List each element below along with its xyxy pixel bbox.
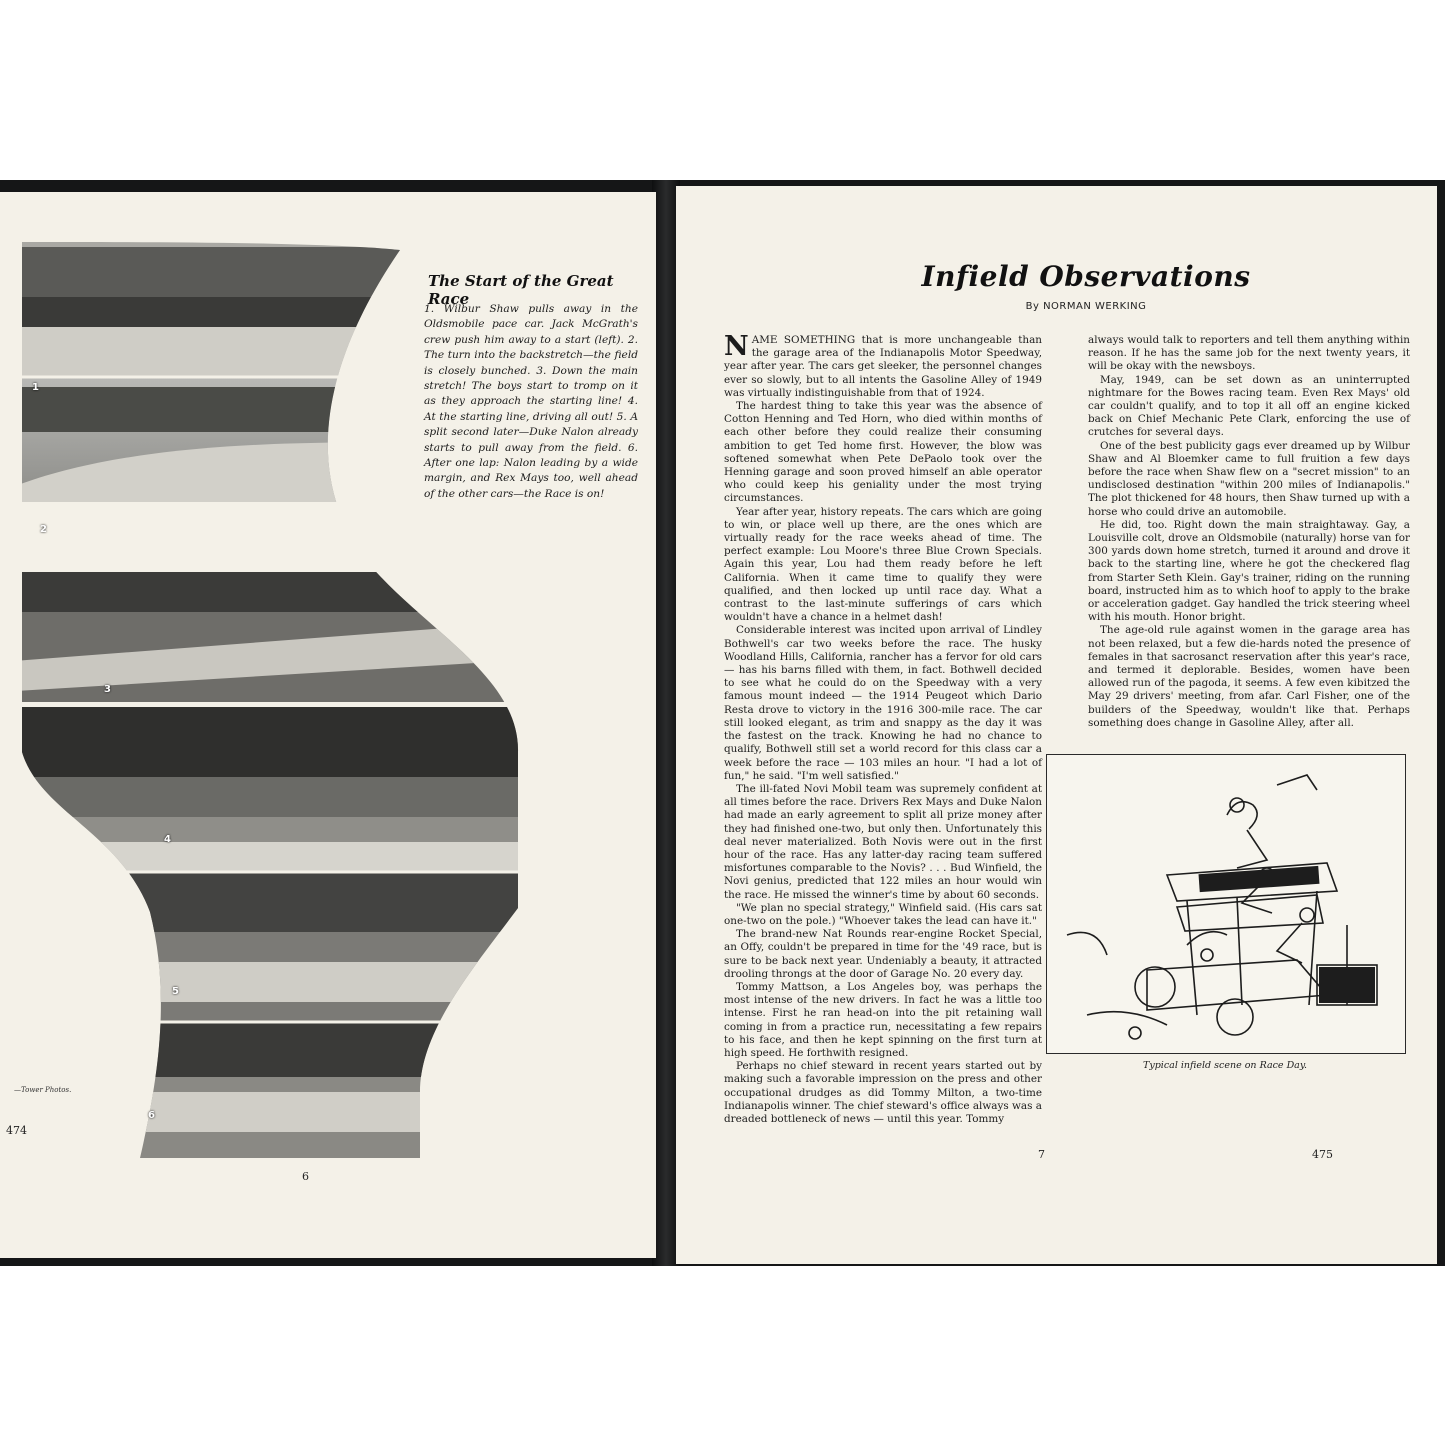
photo-number: 5	[172, 986, 179, 997]
paragraph: The hardest thing to take this year was the absence of Cotton Henning and Ted Horn, who died within months of each other before they could realize their consuming ambition to get Ted home first. However, the blow was softened somewhat when Pete DePaolo took over the Henning garage and soon proved himself an able operator who could keep his geniality under the most trying circumstances.	[724, 400, 1042, 505]
cartoon-caption: Typical infield scene on Race Day.	[1143, 1060, 1307, 1071]
first-paragraph-text: AME SOMETHING that is more unchangeable than the garage area of the Indianapolis Motor Speedway, year after year. The cars get sleeker, the personnel changes ever so slowly, but to all intents the Gasoline Alley of 1949 was virtually indistinguishable from that of 1924.	[724, 334, 1042, 399]
paragraph: The ill-fated Novi Mobil team was supremely confident at all times before the race. Drivers Rex Mays and Duke Nalon had made an early agreement to split all prize money after they had finished one-two, but only then. Unfortunately this deal never materialized. Both Novis were out in the first hour of the race. Has any latter-day racing team suffered misfortunes comparable to the Novis? . . . Bud Winfield, the Novi genius, predicted that 122 miles an hour would win the race. He missed the winner's time by about 60 seconds.	[724, 782, 1042, 901]
caption-title: The Start of the Great Race	[428, 272, 614, 308]
folio-right: 475	[1312, 1148, 1333, 1161]
photo-number: 2	[40, 524, 47, 535]
photo-number: 3	[104, 684, 111, 695]
page-number-left: 6	[302, 1170, 309, 1183]
cartoon-drawing	[1047, 755, 1405, 1053]
paragraph: The age-old rule against women in the garage area has not been relaxed, but a few die-hards noted the presence of females in that sacrosanct reservation after this year's race, and termed it deplorable. Besides, women have been allowed run of the pagoda, it seems. A few even kibitzed the May 29 drivers' meeting, from afar. Carl Fisher, one of the builders of the Speedway, wouldn't like that. Perhaps something does change in Gasoline Alley, after all.	[1088, 624, 1410, 729]
caption-body: 1. Wilbur Shaw pulls away in the Oldsmobile pace car. Jack McGrath's crew push him away to a start (left). 2. The turn into the backstretch—the field is closely bunched. 3. Down the main stretch! The boys start to tromp on it as they approach the starting line! 4. At the starting line, driving all out! 5. A split second later—Duke Nalon already starts to pull away from the field. 6. After one lap: Nalon leading by a wide margin, and Rex Mays too, well ahead of the other cars—the Race is on!	[424, 303, 638, 500]
left-page	[0, 192, 656, 1258]
photo-number: 6	[148, 1110, 155, 1121]
article-column-1	[724, 331, 1042, 1126]
paragraph: "We plan no special strategy," Winfield said. (His cars sat one-two on the pole.) "Whoever takes the lead can have it."	[724, 901, 1042, 927]
paragraph: Perhaps no chief steward in recent years started out by making such a favorable impression on the press and other occupational drudges as did Tommy Milton, a two-time Indianapolis winner. The chief steward's office always was a dreaded bottleneck of news — until this year. Tommy	[724, 1060, 1042, 1125]
paragraph: The brand-new Nat Rounds rear-engine Rocket Special, an Offy, couldn't be prepared in time for the '49 race, but is sure to be back next year. Undeniably a beauty, it attracted drooling throngs at the door of Garage No. 20 every day.	[724, 928, 1042, 980]
paragraph: Year after year, history repeats. The cars which are going to win, or place well up there, are the ones which are virtually ready for the race weeks ahead of time. The perfect example: Lou Moore's three Blue Crown Specials. Again this year, Lou had them ready before he left California. When it came time to qualify they were qualified, and then locked up until race day. What a contrast to the last-minute sufferings of cars which wouldn't have a chance in a helmet dash!	[724, 505, 1042, 624]
byline: By NORMAN WERKING	[1025, 301, 1147, 312]
first-paragraph	[724, 331, 1042, 400]
right-page	[676, 186, 1437, 1264]
paragraph: Considerable interest was incited upon arrival of Lindley Bothwell's car two weeks before the race. The husky Woodland Hills, California, rancher has a fervor for old cars — has his barns filled with them, in fact. Bothwell decided to see what he could do on the Speedway with a very famous mount indeed — the 1914 Peugeot which Dario Resta drove to victory in the 1916 300-mile race. The car still looked elegant, as trim and snappy as the day it was the fastest on the track. Knowing he had no chance to qualify, Bothwell still set a world record for this class car a week before the race — 103 miles an hour. "I had a lot of fun," he said. "I'm well satisfied."	[724, 624, 1042, 782]
cartoon-illustration	[1046, 754, 1406, 1054]
photo-credit: —Tower Photos.	[14, 1086, 72, 1094]
photo-number: 4	[164, 834, 171, 845]
paragraph: Tommy Mattson, a Los Angeles boy, was perhaps the most intense of the new drivers. In fact he was a little too intense. First he ran head-on into the pit retaining wall coming in from a practice run, necessitating a few repairs to his face, and then he kept spinning on the first turn at high speed. He forthwith resigned.	[724, 980, 1042, 1059]
drop-cap: N	[724, 331, 749, 362]
article-title: Infield Observations	[921, 260, 1251, 293]
magazine-spread	[0, 180, 1445, 1266]
folio-left: 474	[6, 1124, 27, 1137]
paragraph: May, 1949, can be set down as an uninterrupted nightmare for the Bowes racing team. Even Rex Mays' old car couldn't qualify, and to top it all off an engine kicked back on Chief Mechanic Pete Clark, enforcing the use of crutches for several days.	[1088, 373, 1410, 439]
paragraph: He did, too. Right down the main straightaway. Gay, a Louisville colt, drove an Oldsmobile (naturally) horse van for 300 yards down home stretch, turned it around and drove it back to the starting line, where he got the checkered flag from Starter Seth Klein. Gay's trainer, riding on the running board, instructed him as to which hoof to apply to the brake or acceleration gadget. Gay handled the trick steering wheel with his mouth. Honor bright.	[1088, 518, 1410, 624]
article-column-2	[1088, 334, 1410, 730]
page-number-right: 7	[1038, 1148, 1045, 1161]
photo-number: 1	[32, 382, 39, 393]
paragraph: One of the best publicity gags ever dreamed up by Wilbur Shaw and Al Bloemker came to full fruition a few days before the race when Shaw flew on a "secret mission" to an undisclosed destination "within 200 miles of Indianapolis." The plot thickened for 48 hours, then Shaw turned up with a horse who could drive an automobile.	[1088, 439, 1410, 518]
paragraph-continued: always would talk to reporters and tell them anything within reason. If he has the same job for the next twenty years, it will be okay with the newsboys.	[1088, 334, 1410, 373]
